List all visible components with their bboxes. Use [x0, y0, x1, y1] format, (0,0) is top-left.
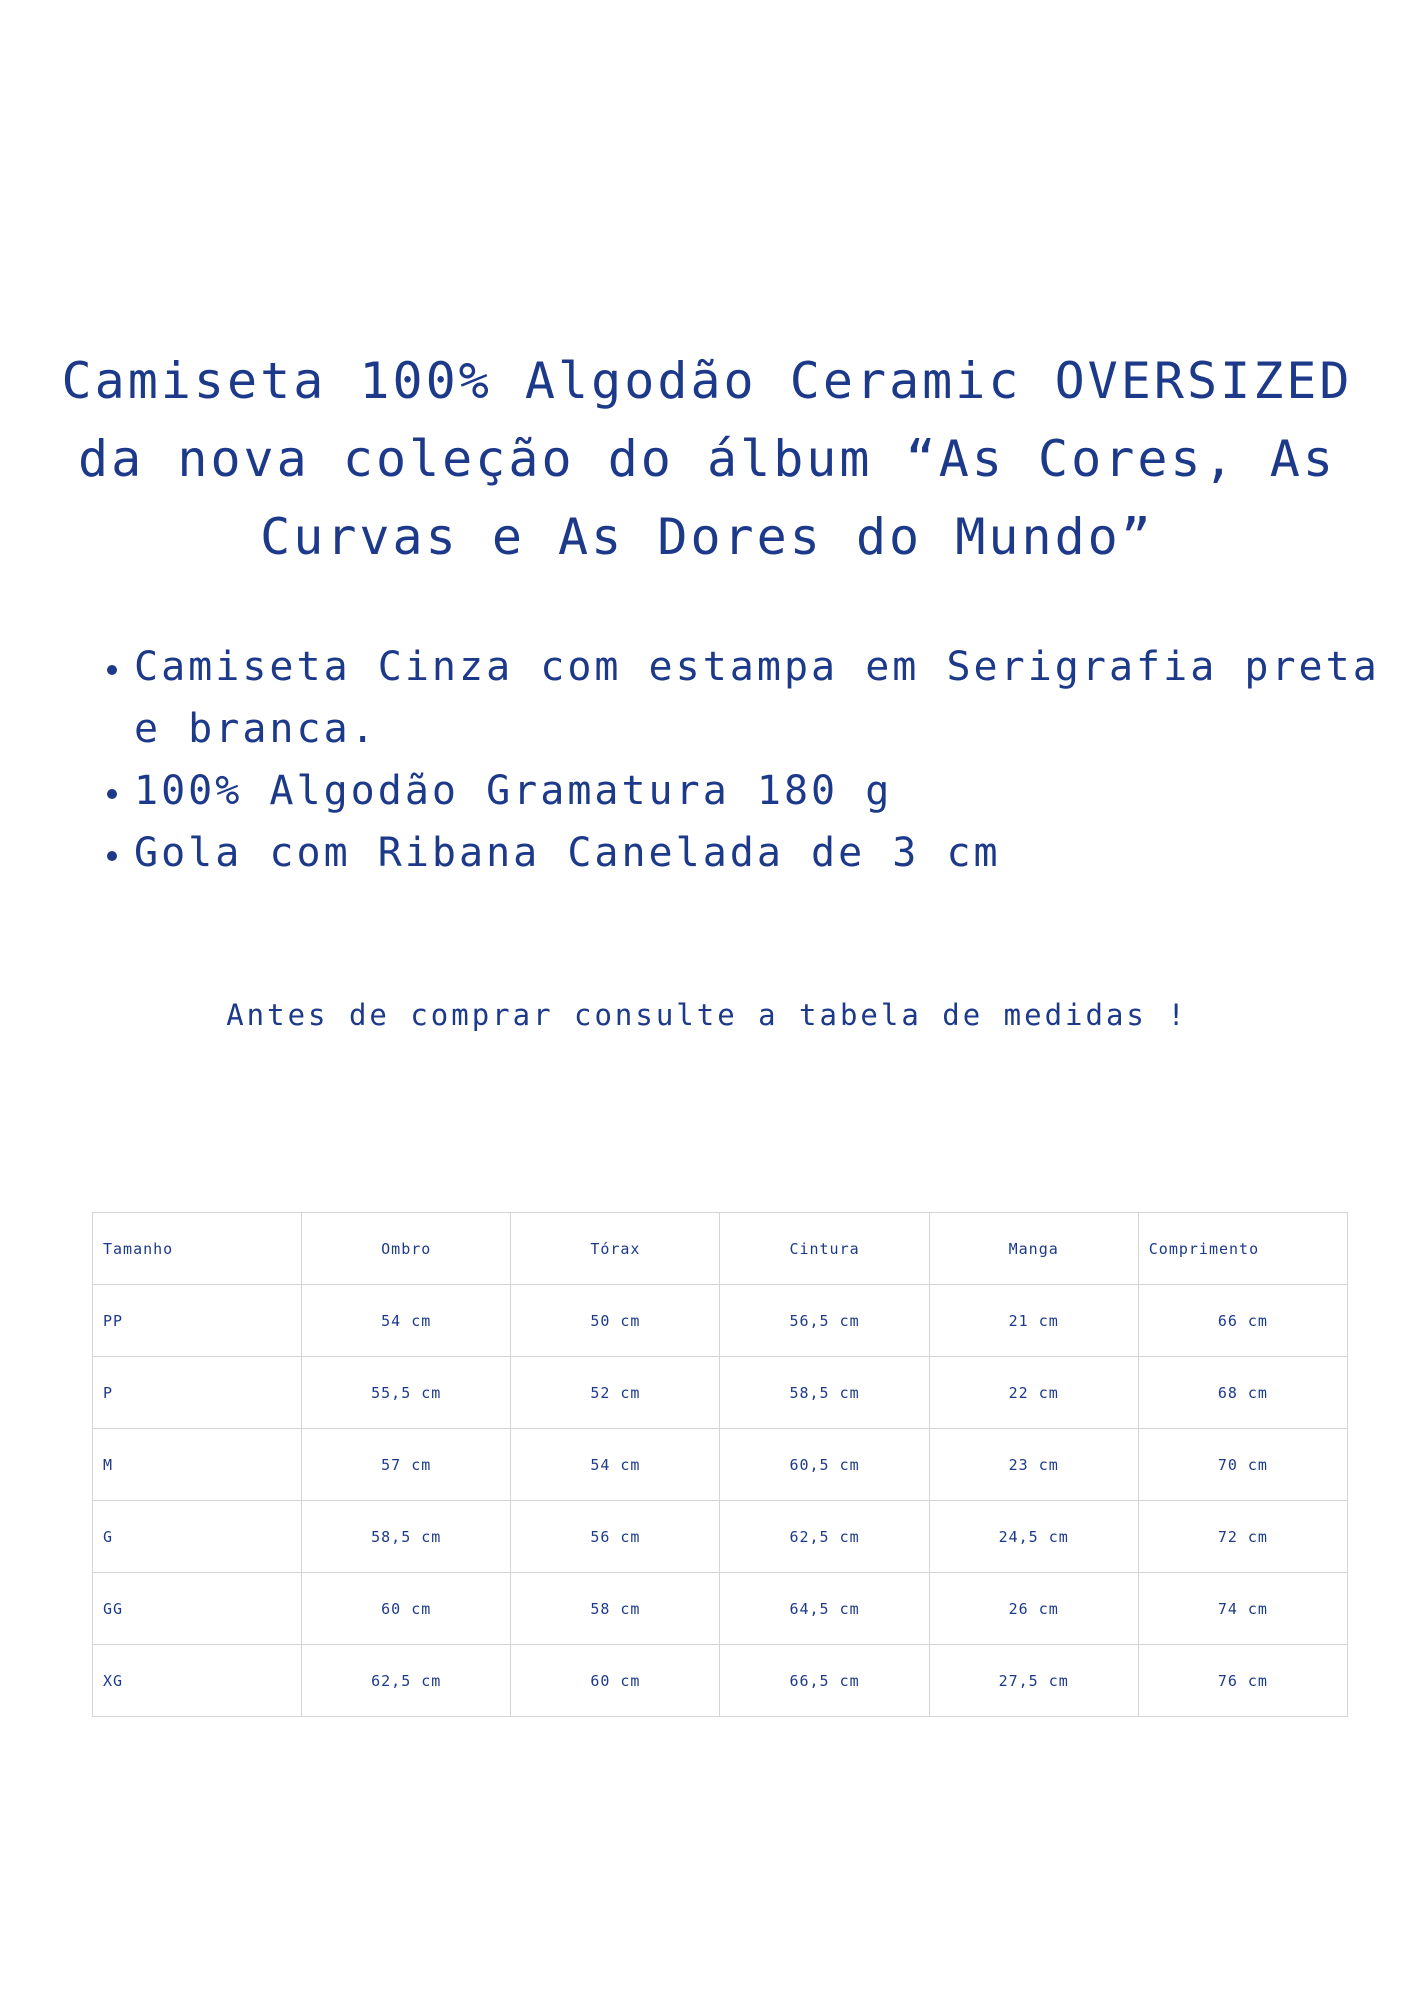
cell-size: XG — [93, 1645, 302, 1717]
cell-length: 66 cm — [1138, 1285, 1347, 1357]
column-header-size: Tamanho — [93, 1213, 302, 1285]
cell-waist: 56,5 cm — [720, 1285, 929, 1357]
cell-shoulder: 54 cm — [302, 1285, 511, 1357]
cell-waist: 64,5 cm — [720, 1573, 929, 1645]
cell-size: PP — [93, 1285, 302, 1357]
cell-length: 68 cm — [1138, 1357, 1347, 1429]
cell-shoulder: 55,5 cm — [302, 1357, 511, 1429]
feature-item: • Gola com Ribana Canelada de 3 cm — [134, 822, 1404, 884]
column-header-sleeve: Manga — [929, 1213, 1138, 1285]
table-row — [93, 1501, 1348, 1573]
page-title: Camiseta 100% Algodão Ceramic OVERSIZED da nova coleção do álbum “As Cores, As Curvas e As Dores do Mundo” — [61, 352, 1353, 566]
column-header-waist: Cintura — [720, 1213, 929, 1285]
cell-length: 72 cm — [1138, 1501, 1347, 1573]
size-table — [92, 1212, 1348, 1717]
cell-size: P — [93, 1357, 302, 1429]
cell-chest: 50 cm — [511, 1285, 720, 1357]
cell-sleeve: 23 cm — [929, 1429, 1138, 1501]
cell-size: GG — [93, 1573, 302, 1645]
cell-chest: 58 cm — [511, 1573, 720, 1645]
cell-sleeve: 22 cm — [929, 1357, 1138, 1429]
cell-length: 74 cm — [1138, 1573, 1347, 1645]
table-header-row — [93, 1213, 1348, 1285]
cell-waist: 66,5 cm — [720, 1645, 929, 1717]
cell-sleeve: 24,5 cm — [929, 1501, 1138, 1573]
cell-waist: 62,5 cm — [720, 1501, 929, 1573]
column-header-length: Comprimento — [1138, 1213, 1347, 1285]
table-row — [93, 1357, 1348, 1429]
cell-sleeve: 21 cm — [929, 1285, 1138, 1357]
cell-sleeve: 26 cm — [929, 1573, 1138, 1645]
cell-size: G — [93, 1501, 302, 1573]
feature-list — [90, 636, 1404, 884]
cell-chest: 54 cm — [511, 1429, 720, 1501]
cell-sleeve: 27,5 cm — [929, 1645, 1138, 1717]
size-chart-notice: Antes de comprar consulte a tabela de medidas ! — [226, 998, 1188, 1032]
feature-item: • 100% Algodão Gramatura 180 g — [134, 760, 1404, 822]
cell-waist: 58,5 cm — [720, 1357, 929, 1429]
column-header-shoulder: Ombro — [302, 1213, 511, 1285]
table-row — [93, 1573, 1348, 1645]
table-row — [93, 1429, 1348, 1501]
cell-shoulder: 58,5 cm — [302, 1501, 511, 1573]
table-row — [93, 1645, 1348, 1717]
table-row — [93, 1285, 1348, 1357]
cell-shoulder: 62,5 cm — [302, 1645, 511, 1717]
cell-length: 70 cm — [1138, 1429, 1347, 1501]
cell-shoulder: 57 cm — [302, 1429, 511, 1501]
feature-item: • Camiseta Cinza com estampa em Serigrafia preta e branca. — [134, 636, 1404, 760]
column-header-chest: Tórax — [511, 1213, 720, 1285]
cell-chest: 60 cm — [511, 1645, 720, 1717]
cell-size: M — [93, 1429, 302, 1501]
cell-waist: 60,5 cm — [720, 1429, 929, 1501]
cell-chest: 52 cm — [511, 1357, 720, 1429]
cell-length: 76 cm — [1138, 1645, 1347, 1717]
cell-shoulder: 60 cm — [302, 1573, 511, 1645]
cell-chest: 56 cm — [511, 1501, 720, 1573]
